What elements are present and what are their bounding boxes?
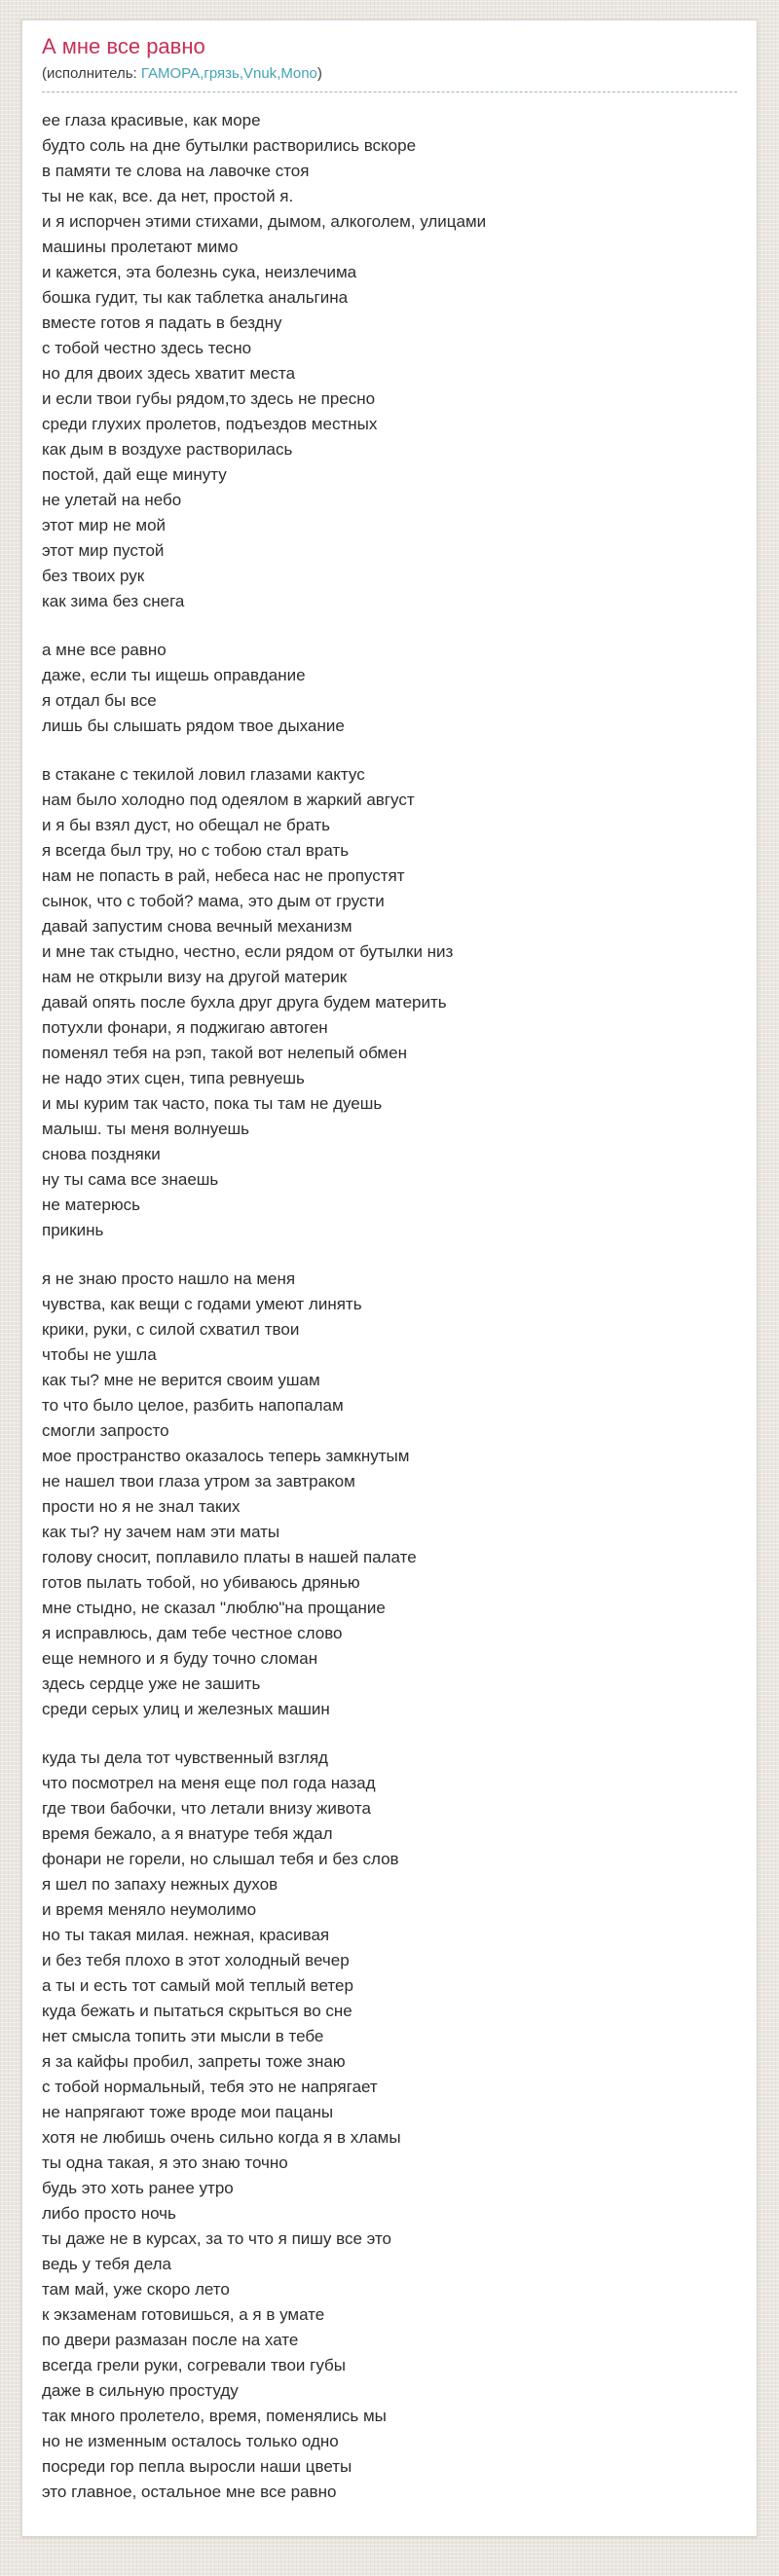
lyric-line: там май, уже скоро лето [42, 2280, 230, 2299]
artist-separator: , [277, 65, 281, 82]
lyric-line: постой, дай еще минуту [42, 465, 227, 484]
lyric-line: и я бы взял дуст, но обещал не брать [42, 816, 330, 834]
lyric-line: к экзаменам готовишься, а я в умате [42, 2305, 325, 2324]
lyric-line: я отдал бы все [42, 691, 157, 710]
lyric-line: ты даже не в курсах, за то что я пишу все это [42, 2229, 392, 2248]
lyric-line: в стакане с текилой ловил глазами кактус [42, 765, 365, 784]
lyric-line: ведь у тебя дела [42, 2255, 171, 2273]
lyric-line: не матерюсь [42, 1196, 140, 1214]
lyric-line: голову сносит, поплавило платы в нашей палате [42, 1548, 417, 1566]
lyric-line: этот мир не мой [42, 516, 167, 534]
lyric-line: ты одна такая, я это знаю точно [42, 2153, 288, 2172]
lyric-line: этот мир пустой [42, 541, 165, 560]
artist-links [141, 65, 317, 82]
lyric-line: ну ты сама все знаешь [42, 1170, 219, 1189]
lyric-line: это главное, остальное мне все равно [42, 2483, 337, 2501]
lyric-line: даже, если ты ищешь оправдание [42, 666, 306, 684]
lyric-line: я шел по запаху нежных духов [42, 1875, 278, 1894]
lyric-line: как ты? мне не верится своим ушам [42, 1371, 320, 1389]
lyric-line: посреди гор пепла выросли наши цветы [42, 2457, 352, 2476]
artist-link[interactable]: ГАМОРА [140, 65, 201, 82]
lyric-line: в памяти те слова на лавочке стоя [42, 162, 310, 180]
lyric-line: бошка гудит, ты как таблетка анальгина [42, 288, 349, 307]
performer-label: (исполнитель: [42, 65, 141, 82]
artist-separator: , [200, 65, 204, 82]
lyric-line: даже в сильную простуду [42, 2381, 239, 2400]
lyric-line: готов пылать тобой, но убиваюсь дрянью [42, 1573, 360, 1592]
lyric-line: куда ты дела тот чувственный взгляд [42, 1748, 328, 1767]
lyric-line: с тобой честно здесь тесно [42, 339, 252, 357]
lyric-line: потухли фонари, я поджигаю автоген [42, 1018, 328, 1037]
stanza [42, 108, 737, 614]
lyric-line: так много пролетело, время, поменялись мы [42, 2407, 387, 2425]
lyric-line: хотя не любишь очень сильно когда я в хламы [42, 2128, 401, 2147]
lyric-line: но не изменным осталось только одно [42, 2432, 339, 2450]
lyric-line: мое пространство оказалось теперь замкнутым [42, 1447, 410, 1465]
lyric-line: а мне все равно [42, 641, 167, 659]
lyric-line: как ты? ну зачем нам эти маты [42, 1523, 280, 1541]
lyric-line: без твоих рук [42, 567, 145, 585]
lyric-line: и без тебя плохо в этот холодный вечер [42, 1951, 350, 1969]
lyric-line: прости но я не знал таких [42, 1497, 241, 1516]
lyric-line: нам не попасть в рай, небеса нас не пропустят [42, 866, 405, 885]
lyric-line: нам не открыли визу на другой материк [42, 968, 348, 986]
lyric-line: но ты такая милая. нежная, красивая [42, 1926, 330, 1944]
stanza [42, 1746, 737, 2505]
lyric-line: я всегда был тру, но с тобою стал врать [42, 841, 350, 860]
lyric-line: лишь бы слышать рядом твое дыхание [42, 717, 345, 735]
stanza [42, 762, 737, 1243]
artist-link[interactable]: грязь [204, 65, 240, 82]
lyric-line: сынок, что с тобой? мама, это дым от грусти [42, 892, 385, 910]
lyric-line: либо просто ночь [42, 2204, 176, 2223]
lyric-line: как зима без снега [42, 592, 185, 610]
lyric-line: чувства, как вещи с годами умеют линять [42, 1295, 362, 1313]
lyric-line: и я испорчен этими стихами, дымом, алкоголем, улицами [42, 212, 487, 231]
lyric-line: еще немного и я буду точно сломан [42, 1649, 318, 1668]
artist-link[interactable]: Vnuk [242, 65, 278, 82]
lyric-line: не напрягают тоже вроде мои пацаны [42, 2103, 334, 2121]
lyric-line: всегда грели руки, согревали твои губы [42, 2356, 346, 2374]
lyric-line: не нашел твои глаза утром за завтраком [42, 1472, 355, 1490]
performer-line [42, 63, 737, 92]
song-title: А мне все равно [42, 34, 205, 58]
lyric-line: но для двоих здесь хватит места [42, 364, 296, 383]
lyric-line: смогли запросто [42, 1421, 169, 1440]
lyric-line: будто соль на дне бутылки растворились вскоре [42, 136, 417, 155]
lyric-line: нам было холодно под одеялом в жаркий август [42, 791, 415, 809]
performer-close-paren: ) [316, 65, 322, 82]
lyric-line: прикинь [42, 1221, 104, 1239]
lyric-line: ее глаза красивые, как море [42, 111, 261, 129]
lyric-line: что посмотрел на меня еще пол года назад [42, 1774, 376, 1792]
lyric-line: поменял тебя на рэп, такой вот нелепый обмен [42, 1044, 407, 1062]
lyric-line: не улетай на небо [42, 491, 182, 509]
lyric-line: среди глухих пролетов, подъездов местных [42, 415, 378, 433]
lyric-line: фонари не горели, но слышал тебя и без слов [42, 1850, 399, 1868]
lyric-line: будь это хоть ранее утро [42, 2179, 234, 2197]
lyric-line: и мы курим так часто, пока ты там не дуешь [42, 1094, 383, 1113]
lyric-line: нет смысла топить эти мысли в тебе [42, 2027, 324, 2045]
lyric-line: снова поздняки [42, 1145, 161, 1163]
lyric-line: где твои бабочки, что летали внизу живота [42, 1799, 371, 1818]
lyric-line: я за кайфы пробил, запреты тоже знаю [42, 2052, 346, 2071]
lyric-line: по двери размазан после на хате [42, 2331, 299, 2349]
lyric-line: куда бежать и пытаться скрыться во сне [42, 2002, 352, 2020]
lyric-line: машины пролетают мимо [42, 238, 239, 256]
lyric-line: здесь сердце уже не зашить [42, 1674, 261, 1693]
lyric-line: чтобы не ушла [42, 1345, 157, 1364]
lyric-line: и кажется, эта болезнь сука, неизлечима [42, 263, 357, 281]
lyric-line: мне стыдно, не сказал "люблю"на прощание [42, 1599, 386, 1617]
lyric-line: малыш. ты меня волнуешь [42, 1120, 250, 1138]
lyric-line: время бежало, а я внатуре тебя ждал [42, 1824, 333, 1843]
lyric-line: и если твои губы рядом,то здесь не пресно [42, 389, 376, 408]
artist-link[interactable]: Mono [280, 65, 317, 82]
artist-separator: , [239, 65, 243, 82]
stanza [42, 638, 737, 739]
lyric-line: как дым в воздухе растворилась [42, 440, 293, 459]
lyric-line: не надо этих сцен, типа ревнуешь [42, 1069, 305, 1087]
lyrics-card [21, 19, 758, 2537]
lyric-line: ты не как, все. да нет, простой я. [42, 187, 294, 205]
lyric-line: давай запустим снова вечный механизм [42, 917, 352, 936]
lyric-line: я не знаю просто нашло на меня [42, 1270, 296, 1288]
stanza [42, 1267, 737, 1722]
lyric-line: давай опять после бухла друг друга будем материть [42, 993, 447, 1012]
lyric-line: и время меняло неумолимо [42, 1900, 257, 1919]
lyric-line: вместе готов я падать в бездну [42, 313, 282, 332]
lyric-line: и мне так стыдно, честно, если рядом от бутылки низ [42, 942, 454, 961]
lyric-line: а ты и есть тот самый мой теплый ветер [42, 1976, 353, 1995]
lyric-line: я исправлюсь, дам тебе честное слово [42, 1624, 343, 1642]
lyric-line: с тобой нормальный, тебя это не напрягает [42, 2078, 378, 2096]
lyric-line: среди серых улиц и железных машин [42, 1700, 330, 1718]
lyric-line: крики, руки, с силой схватил твои [42, 1320, 300, 1339]
lyric-line: то что было целое, разбить напопалам [42, 1396, 344, 1415]
lyrics-text [42, 108, 737, 2505]
